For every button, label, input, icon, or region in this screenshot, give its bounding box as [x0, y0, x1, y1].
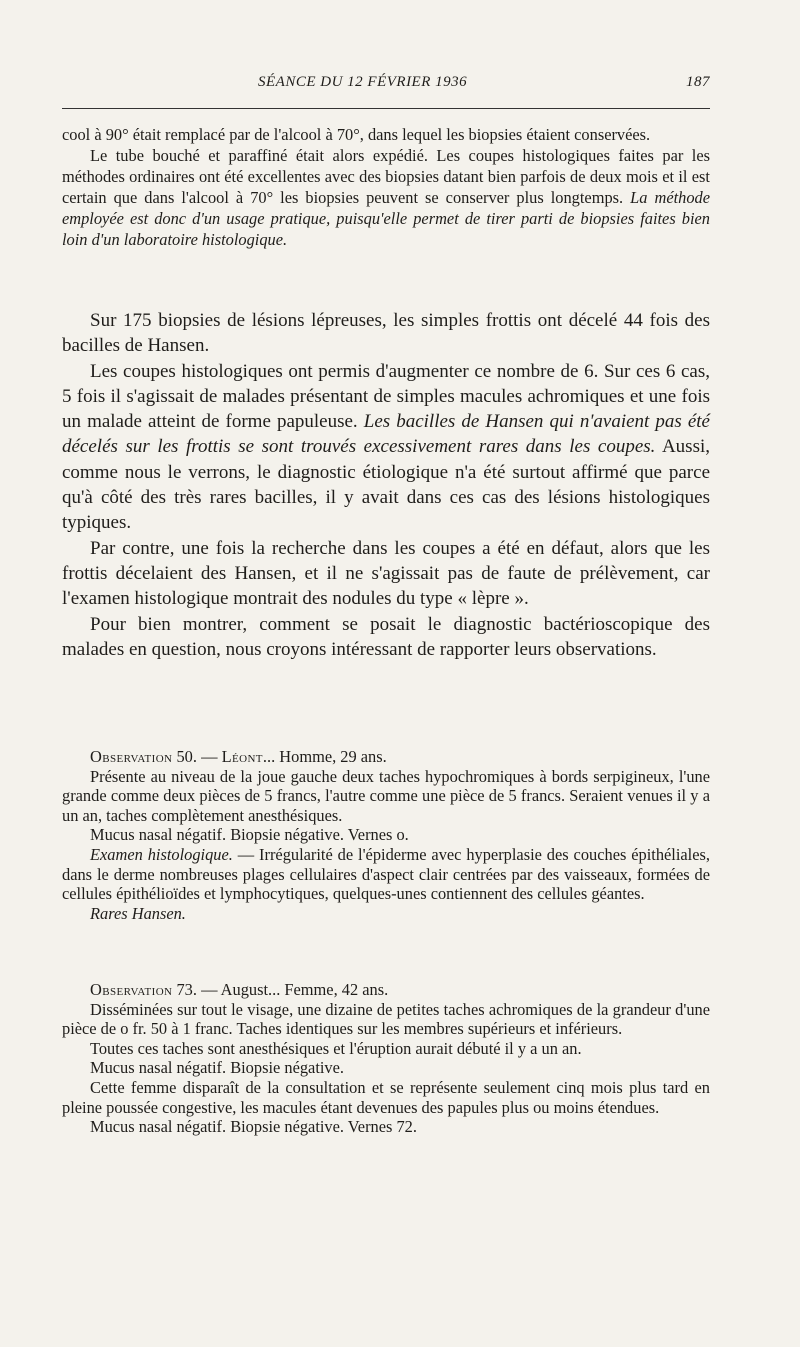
method-section: [62, 124, 710, 250]
italic-heading: Examen histologique.: [90, 844, 233, 864]
paragraph: [62, 845, 710, 904]
paragraph: Disséminées sur tout le visage, une dizaine de petites taches achromiques de la grandeur d'une pièce de o fr. 50 à 1 franc. Taches identiques sur les membres supérieurs et inférieurs.: [62, 999, 710, 1039]
text-run: — Irrégularité de l'épiderme avec hyperplasie des couches épithéliales, dans le derme nombreuses plages cellulaires d'aspect clair centrées par des vaisseaux, formées de cellules épithélioïdes et lymphocytiques, quelques-unes contiennent des cellules géantes.: [62, 844, 710, 904]
text-run: Les coupes histologiques ont permis d'augmenter ce nombre de 6. Sur ces 6 cas, 5 fois il s'agissait de malades présentant de simples macules achromiques et une fois un malade atteint de forme papuleuse.: [62, 360, 710, 433]
observation-number: 50. —: [172, 747, 222, 766]
paragraph: Pour bien montrer, comment se posait le diagnostic bactérioscopique des malades en question, nous croyons intéressant de rapporter leurs observations.: [62, 613, 710, 660]
observation-heading: [62, 747, 710, 767]
text-run: Le tube bouché et paraffiné était alors expédié. Les coupes histologiques faites par les méthodes ordinaires ont été excellentes avec des biopsies datant bien parfois de deux mois et il est certain que dans l'alcool à 70° les biopsies peuvent se conserver plus longtemps.: [62, 146, 710, 207]
observation-50: [62, 747, 710, 923]
paragraph: Mucus nasal négatif. Biopsie négative. Vernes 72.: [90, 1117, 417, 1137]
patient-name: Léont: [221, 747, 263, 766]
paragraph: Sur 175 biopsies de lésions lépreuses, les simples frottis ont décelé 44 fois des bacilles de Hansen.: [62, 310, 710, 357]
observation-73: [62, 980, 710, 1137]
results-section: [62, 308, 710, 662]
paragraph: Par contre, une fois la recherche dans les coupes a été en défaut, alors que les frottis décelaient des Hansen, et il ne s'agissait pas de faute de prélèvement, car l'examen histologique montrait des nodules du type « lèpre ».: [62, 537, 710, 610]
observation-heading: [62, 980, 710, 1000]
text-run: Aussi, comme nous le verrons, le diagnostic étiologique n'a été surtout affirmé que parce qu'à côté des très rares bacilles, il y avait dans ces cas des lésions histologiques typiques.: [62, 436, 710, 534]
paragraph: [62, 145, 710, 250]
patient-info: ... Homme, 29 ans.: [262, 747, 387, 766]
paragraph: Mucus nasal négatif. Biopsie négative. Vernes o.: [90, 825, 409, 845]
paragraph: Présente au niveau de la joue gauche deux taches hypochromiques à bords serpigineux, l'une grande comme deux pièces de 5 francs, l'autre comme une pièce de 5 francs. Seraient venues il y a un an, taches complètement anesthésiques.: [62, 766, 710, 825]
paragraph: Toutes ces taches sont anesthésiques et l'éruption aurait débuté il y a un an.: [90, 1038, 582, 1058]
header-rule: [62, 108, 710, 109]
paragraph: Cette femme disparaît de la consultation et se représente seulement cinq mois plus tard en pleine poussée congestive, les macules étant devenues des papules plus ou moins étendues.: [62, 1077, 710, 1117]
paragraph: [62, 359, 710, 536]
observation-label: Observation: [90, 747, 173, 766]
paragraph: Mucus nasal négatif. Biopsie négative.: [90, 1058, 344, 1078]
patient-info: 73. — August... Femme, 42 ans.: [172, 980, 389, 999]
paragraph: cool à 90° était remplacé par de l'alcool à 70°, dans lequel les biopsies étaient conservées.: [62, 125, 651, 144]
paragraph: Rares Hansen.: [90, 903, 186, 923]
italic-conclusion: La méthode employée est donc d'un usage pratique, puisqu'elle permet de tirer parti de biopsies faites bien loin d'un laboratoire histologique.: [62, 188, 711, 249]
observation-label: Observation: [90, 980, 173, 999]
italic-finding: Les bacilles de Hansen qui n'avaient pas été décelés sur les frottis se sont trouvés excessivement rares dans les coupes.: [62, 411, 710, 458]
header-title: SÉANCE DU 12 FÉVRIER 1936: [258, 74, 468, 90]
page-number: 187: [686, 74, 710, 90]
